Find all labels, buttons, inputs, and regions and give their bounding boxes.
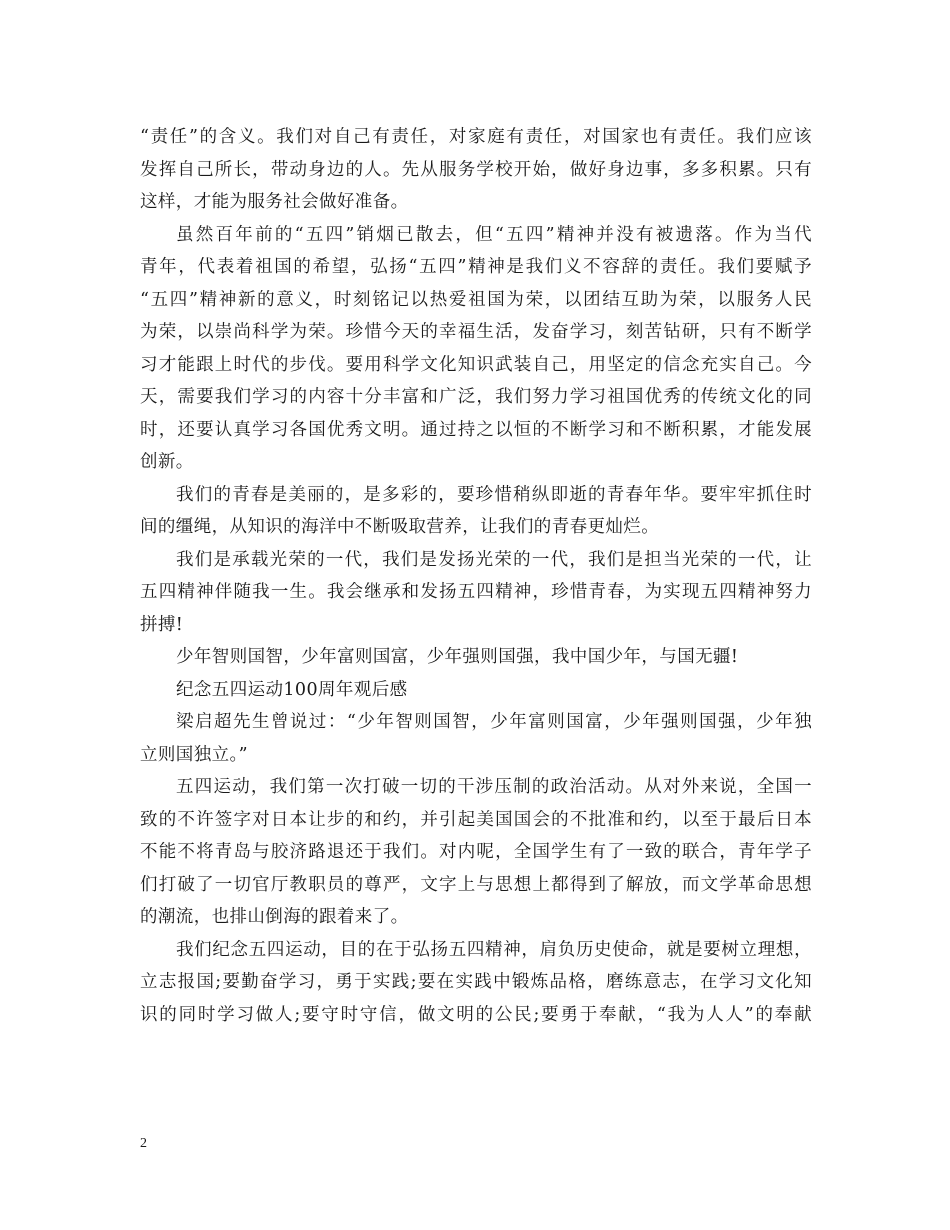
text-line: 立则国独立。” [140,744,248,765]
text-line: 致的不许签字对日本让步的和约，并引起美国国会的不批准和约，以至于最后日本 [140,809,812,830]
text-line: 习才能跟上时代的步伐。要用科学文化知识武装自己，用坚定的信念充实自己。今 [140,354,812,375]
text-line: 我们的青春是美丽的，是多彩的，要珍惜稍纵即逝的青春年华。要牢牢抓住时 [176,484,812,505]
text-line: 梁启超先生曾说过：“少年智则国智，少年富则国富，少年强则国强，少年独 [176,712,812,732]
text-line: “五四”精神新的意义，时刻铭记以热爱祖国为荣，以团结互助为荣，以服务人民 [140,289,812,310]
text-line: 这样，才能为服务社会做好准备。 [140,192,409,212]
text-line: 我们纪念五四运动，目的在于弘扬五四精神，肩负历史使命，就是要树立理想， [176,939,812,960]
text-line: 的潮流，也排山倒海的跟着来了。 [140,907,409,927]
text-line: 五四精神伴随我一生。我会继承和发扬五四精神，珍惜青春，为实现五四精神努力 [140,582,812,602]
text-line: 天，需要我们学习的内容十分丰富和广泛，我们努力学习祖国优秀的传统文化的同 [140,387,812,407]
text-line: 间的缰绳，从知识的海洋中不断吸取营养，让我们的青春更灿烂。 [140,517,660,537]
text-line: 少年智则国智，少年富则国富，少年强则国强，我中国少年，与国无疆! [176,647,739,667]
text-line: 拼搏! [140,614,184,635]
text-line: 虽然百年前的“五四”销烟已散去，但“五四”精神并没有被遗落。作为当代 [176,224,812,245]
text-line: “责任”的含义。我们对自己有责任，对家庭有责任，对国家也有责任。我们应该 [140,127,812,147]
page-number: 2 [140,1136,147,1151]
text-line: 青年，代表着祖国的希望，弘扬“五四”精神是我们义不容辞的责任。我们要赋予 [140,257,812,277]
text-line: 我们是承载光荣的一代，我们是发扬光荣的一代，我们是担当光荣的一代，让 [176,549,812,570]
text-line: 不能不将青岛与胶济路退还于我们。对内呢，全国学生有了一致的联合，青年学子 [140,842,812,862]
text-line: 纪念五四运动100周年观后感 [176,679,408,700]
text-line: 五四运动，我们第一次打破一切的干涉压制的政治活动。从对外来说，全国一 [176,777,812,797]
text-line: 立志报国;要勤奋学习，勇于实践;要在实践中锻炼品格，磨练意志，在学习文化知 [140,972,812,992]
text-line: 识的同时学习做人;要守时守信，做文明的公民;要勇于奉献，“我为人人”的奉献 [140,1004,812,1025]
text-line: 为荣，以崇尚科学为荣。珍惜今天的幸福生活，发奋学习，刻苦钻研，只有不断学 [140,322,812,342]
text-line: 创新。 [140,452,194,472]
text-line: 们打破了一切官厅教职员的尊严，文字上与思想上都得到了解放，而文学革命思想 [140,874,812,895]
body-text [140,121,812,1031]
text-line: 时，还要认真学习各国优秀文明。通过持之以恒的不断学习和不断积累，才能发展 [140,419,812,440]
text-line: 发挥自己所长，带动身边的人。先从服务学校开始，做好身边事，多多积累。只有 [140,159,812,180]
